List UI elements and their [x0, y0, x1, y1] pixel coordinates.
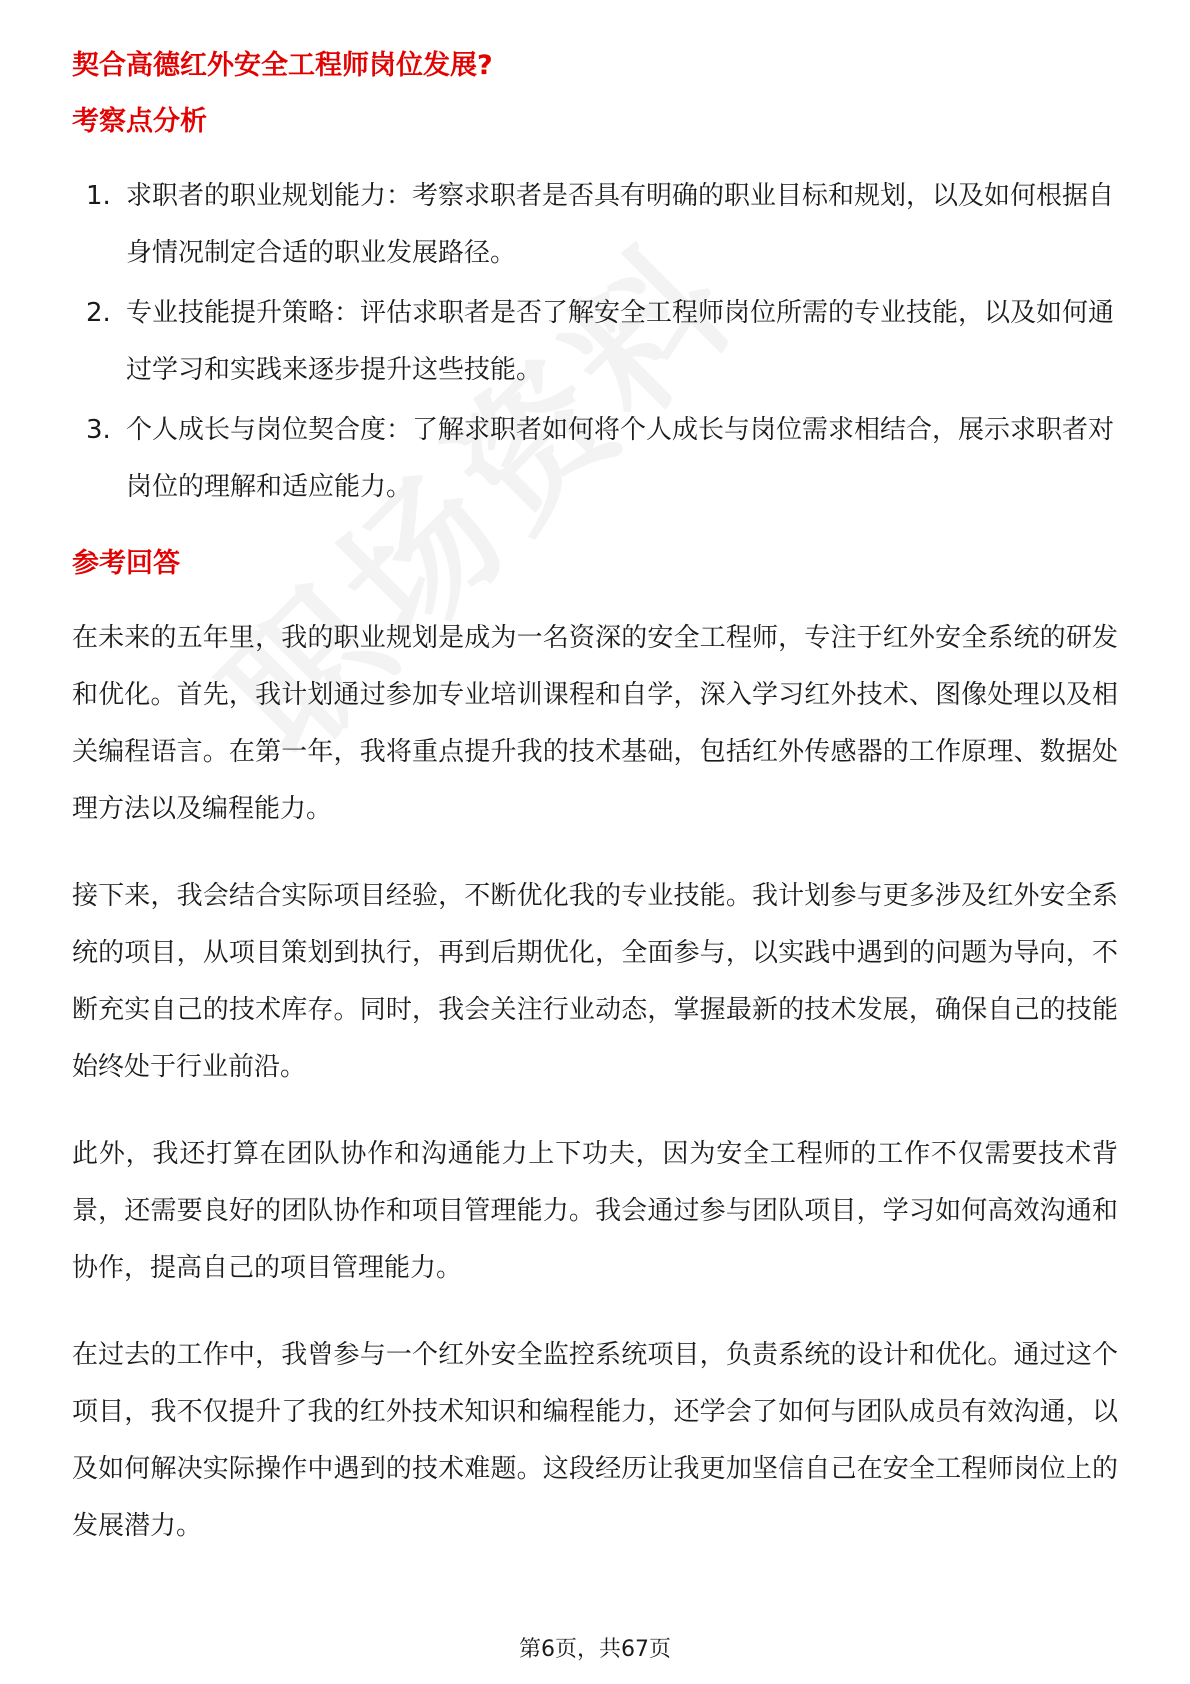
answer-paragraph: 此外，我还打算在团队协作和沟通能力上下功夫，因为安全工程师的工作不仅需要技术背景，还需要良好的团队协作和项目管理能力。我会通过参与团队项目，学习如何高效沟通和协作，提高自己的项目管理能力。 [72, 1139, 1118, 1283]
analysis-item-text: 求职者的职业规划能力：考察求职者是否具有明确的职业目标和规划，以及如何根据自身情况制定合适的职业发展路径。 [126, 181, 1115, 268]
analysis-item [72, 285, 1118, 399]
list-number: 3. [86, 415, 111, 445]
analysis-list [72, 168, 1118, 516]
analysis-item [72, 402, 1118, 516]
analysis-item-text: 专业技能提升策略：评估求职者是否了解安全工程师岗位所需的专业技能，以及如何通过学习和实践来逐步提升这些技能。 [126, 298, 1115, 385]
answer-paragraph: 接下来，我会结合实际项目经验，不断优化我的专业技能。我计划参与更多涉及红外安全系统的项目，从项目策划到执行，再到后期优化，全面参与，以实践中遇到的问题为导向，不断充实自己的技术库存。同时，我会关注行业动态，掌握最新的技术发展，确保自己的技能始终处于行业前沿。 [72, 881, 1118, 1082]
analysis-item [72, 168, 1118, 282]
page-number: 第6页，共67页 [519, 1637, 671, 1662]
list-number: 1. [86, 181, 111, 211]
analysis-heading: 考察点分析 [72, 106, 207, 137]
list-number: 2. [86, 298, 111, 328]
question-title: 契合高德红外安全工程师岗位发展? [72, 50, 493, 81]
analysis-item-text: 个人成长与岗位契合度：了解求职者如何将个人成长与岗位需求相结合，展示求职者对岗位的理解和适应能力。 [126, 415, 1115, 502]
answer-paragraph: 在未来的五年里，我的职业规划是成为一名资深的安全工程师，专注于红外安全系统的研发和优化。首先，我计划通过参加专业培训课程和自学，深入学习红外技术、图像处理以及相关编程语言。在第一年，我将重点提升我的技术基础，包括红外传感器的工作原理、数据处理方法以及编程能力。 [72, 623, 1118, 824]
answer-paragraph: 在过去的工作中，我曾参与一个红外安全监控系统项目，负责系统的设计和优化。通过这个项目，我不仅提升了我的红外技术知识和编程能力，还学会了如何与团队成员有效沟通，以及如何解决实际操作中遇到的技术难题。这段经历让我更加坚信自己在安全工程师岗位上的发展潜力。 [72, 1340, 1118, 1541]
answer-heading: 参考回答 [72, 548, 180, 579]
page-content [72, 46, 1118, 1585]
answer-body [72, 610, 1118, 1555]
